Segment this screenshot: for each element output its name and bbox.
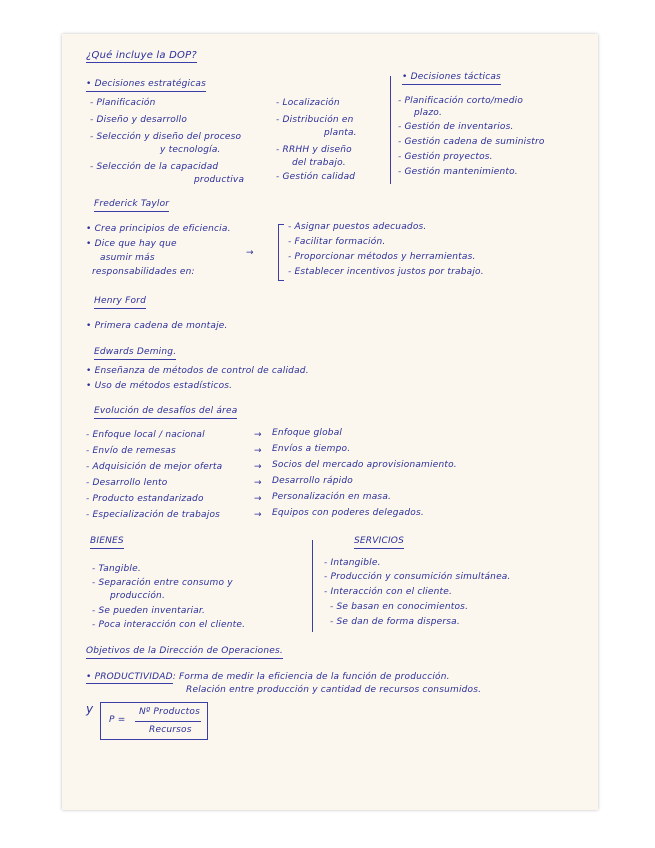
tacticas-item: plazo. bbox=[414, 108, 443, 118]
bracket bbox=[278, 224, 284, 281]
estrategicas-item: - Localización bbox=[276, 98, 340, 108]
evolucion-from: - Desarrollo lento bbox=[86, 478, 168, 488]
estrategicas-item: - Planificación bbox=[90, 98, 156, 108]
tacticas-item: - Gestión mantenimiento. bbox=[398, 167, 518, 177]
servicios-heading: SERVICIOS bbox=[354, 536, 404, 549]
taylor-item: - Proporcionar métodos y herramientas. bbox=[288, 252, 476, 262]
tacticas-item: - Gestión cadena de suministro bbox=[398, 137, 545, 147]
estrategicas-item: - Diseño y desarrollo bbox=[90, 115, 188, 125]
objetivos-heading: Objetivos de la Dirección de Operaciones. bbox=[86, 646, 283, 659]
estrategicas-item: - Selección y diseño del proceso bbox=[90, 132, 242, 142]
estrategicas-item: - Gestión calidad bbox=[276, 172, 356, 182]
estrategicas-item: y tecnología. bbox=[160, 145, 221, 155]
tacticas-item: - Planificación corto/medio bbox=[398, 96, 524, 106]
tacticas-item: - Gestión de inventarios. bbox=[398, 122, 514, 132]
column-divider bbox=[390, 76, 391, 184]
arrow: → bbox=[254, 430, 262, 440]
productividad-term: • PRODUCTIVIDAD bbox=[86, 672, 173, 682]
y-label: y bbox=[86, 702, 94, 716]
servicios-item: - Se dan de forma dispersa. bbox=[330, 617, 460, 627]
evolucion-from: - Producto estandarizado bbox=[86, 494, 204, 504]
evolucion-from: - Adquisición de mejor oferta bbox=[86, 462, 223, 472]
arrow: → bbox=[254, 462, 262, 472]
productividad-definition: : Forma de medir la eficiencia de la función de producción. bbox=[172, 672, 450, 682]
bienes-item: - Poca interacción con el cliente. bbox=[92, 620, 246, 630]
servicios-item: - Producción y consumición simultánea. bbox=[324, 572, 511, 582]
arrow: → bbox=[254, 478, 262, 488]
deming-heading: Edwards Deming. bbox=[94, 347, 176, 360]
ford-heading: Henry Ford bbox=[94, 296, 146, 309]
tacticas-heading: • Decisiones tácticas bbox=[402, 72, 501, 85]
taylor-item: • Dice que hay que bbox=[86, 239, 177, 249]
estrategicas-item: del trabajo. bbox=[292, 158, 346, 168]
evolucion-from: - Envío de remesas bbox=[86, 446, 176, 456]
evolucion-heading: Evolución de desafíos del área bbox=[94, 406, 237, 419]
evolucion-to: Equipos con poderes delegados. bbox=[272, 508, 424, 518]
taylor-item: - Asignar puestos adecuados. bbox=[288, 222, 427, 232]
evolucion-to: Enfoque global bbox=[272, 428, 343, 438]
servicios-item: - Interacción con el cliente. bbox=[324, 587, 453, 597]
bienes-item: producción. bbox=[110, 591, 166, 601]
fraction-bar bbox=[135, 721, 201, 722]
tacticas-item: - Gestión proyectos. bbox=[398, 152, 493, 162]
column-divider bbox=[312, 540, 313, 632]
deming-item: • Uso de métodos estadísticos. bbox=[86, 381, 233, 391]
estrategicas-item: productiva bbox=[194, 175, 245, 185]
estrategicas-item: - Distribución en bbox=[276, 115, 354, 125]
bienes-item: - Separación entre consumo y bbox=[92, 578, 233, 588]
arrow: → bbox=[246, 248, 254, 258]
evolucion-from: - Especialización de trabajos bbox=[86, 510, 221, 520]
evolucion-to: Socios del mercado aprovisionamiento. bbox=[272, 460, 457, 470]
bienes-heading: BIENES bbox=[90, 536, 124, 549]
evolucion-to: Personalización en masa. bbox=[272, 492, 392, 502]
taylor-heading: Frederick Taylor bbox=[94, 199, 169, 212]
productividad-label bbox=[86, 672, 450, 683]
deming-item: • Enseñanza de métodos de control de calidad. bbox=[86, 366, 309, 376]
taylor-item: - Establecer incentivos justos por trabajo. bbox=[288, 267, 484, 277]
formula-box bbox=[100, 702, 208, 740]
taylor-item: responsabilidades en: bbox=[92, 267, 195, 277]
taylor-item: - Facilitar formación. bbox=[288, 237, 386, 247]
estrategicas-heading: • Decisiones estratégicas bbox=[86, 79, 206, 92]
productividad-relation: Relación entre producción y cantidad de recursos consumidos. bbox=[186, 685, 482, 695]
ford-item: • Primera cadena de montaje. bbox=[86, 321, 228, 331]
formula-numerator: Nº Productos bbox=[139, 707, 200, 717]
arrow: → bbox=[254, 446, 262, 456]
estrategicas-item: - Selección de la capacidad bbox=[90, 162, 219, 172]
estrategicas-item: - RRHH y diseño bbox=[276, 145, 352, 155]
evolucion-to: Desarrollo rápido bbox=[272, 476, 353, 486]
evolucion-from: - Enfoque local / nacional bbox=[86, 430, 205, 440]
estrategicas-item: planta. bbox=[324, 128, 357, 138]
formula-denominator: Recursos bbox=[149, 725, 192, 735]
arrow: → bbox=[254, 494, 262, 504]
bienes-item: - Tangible. bbox=[92, 564, 141, 574]
bienes-item: - Se pueden inventariar. bbox=[92, 606, 206, 616]
servicios-item: - Se basan en conocimientos. bbox=[330, 602, 469, 612]
taylor-item: • Crea principios de eficiencia. bbox=[86, 224, 231, 234]
servicios-item: - Intangible. bbox=[324, 558, 381, 568]
evolucion-to: Envíos a tiempo. bbox=[272, 444, 351, 454]
taylor-item: asumir más bbox=[100, 253, 155, 263]
arrow: → bbox=[254, 510, 262, 520]
formula-lhs: P = bbox=[109, 715, 126, 725]
page-title: ¿Qué incluye la DOP? bbox=[86, 50, 197, 61]
notebook-page bbox=[62, 34, 598, 810]
